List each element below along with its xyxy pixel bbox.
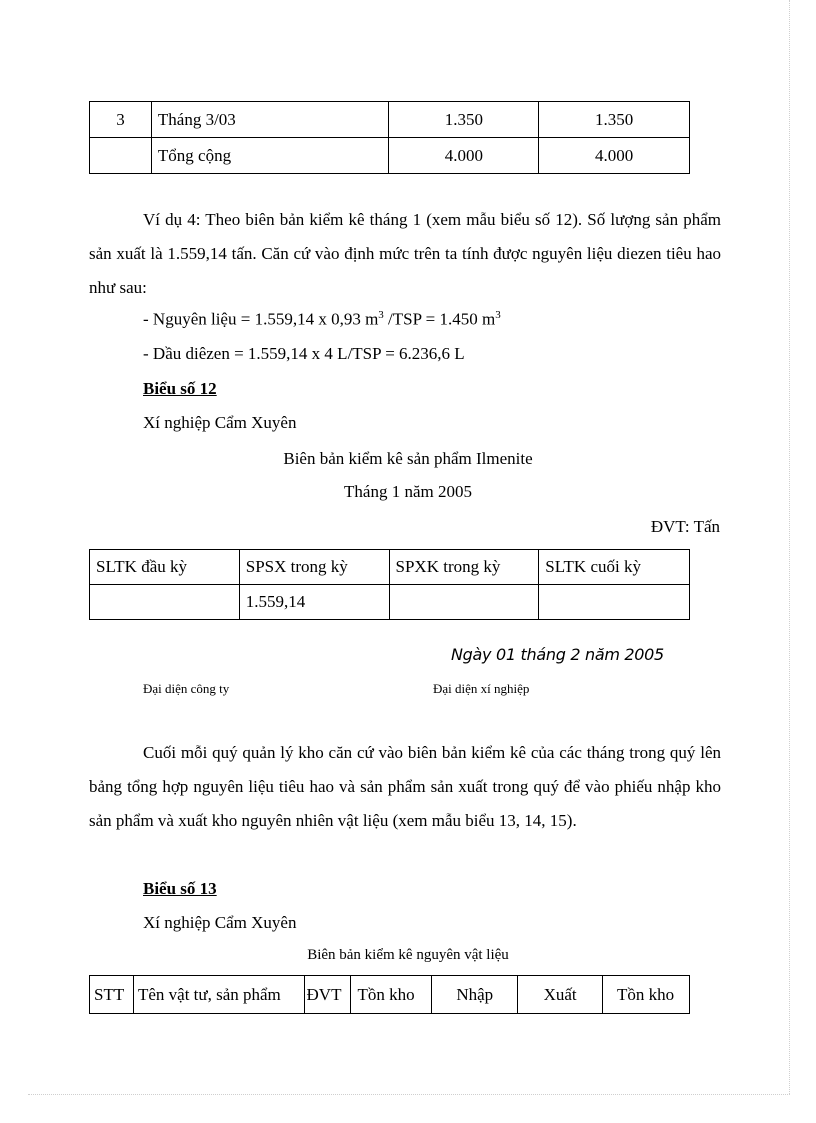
table-cell: 1.559,14 <box>239 585 389 620</box>
signature-company: Đại diện công ty <box>143 681 230 696</box>
table-cell: Tổng cộng <box>151 138 389 174</box>
table-header-cell: SPXK trong kỳ <box>389 550 539 585</box>
table-header-cell: Nhập <box>432 976 518 1014</box>
material-table <box>89 975 690 1014</box>
formula-text: /TSP = 1.450 m <box>383 309 496 329</box>
formula-line-diesel: - Dầu diêzen = 1.559,14 x 4 L/TSP = 6.236,6 L <box>143 344 465 363</box>
table-cell: 4.000 <box>539 138 690 174</box>
table-header-cell: STT <box>90 976 134 1014</box>
example-paragraph: Ví dụ 4: Theo biên bản kiểm kê tháng 1 (xem mẫu biểu số 12). Số lượng sản phẩm sản xuất là 1.559,14 tấn. Căn cứ vào định mức trên ta tính được nguyên liệu diezen tiêu hao như sau: <box>89 210 721 297</box>
table-cell: 1.350 <box>539 102 690 138</box>
inventory-table <box>89 549 690 620</box>
table-cell: 4.000 <box>389 138 539 174</box>
table-header-cell: ĐVT <box>304 976 351 1014</box>
table-cell <box>90 585 240 620</box>
table-cell: 3 <box>90 102 152 138</box>
superscript: 3 <box>495 309 501 321</box>
form12-subtitle: Tháng 1 năm 2005 <box>344 482 472 501</box>
form12-company: Xí nghiệp Cẩm Xuyên <box>143 413 297 432</box>
table-header-cell: SLTK cuối kỳ <box>539 550 690 585</box>
page-border-bottom <box>28 1094 790 1095</box>
superscript: 3 <box>378 309 384 321</box>
table-header-cell: Tồn kho <box>351 976 432 1014</box>
summary-table <box>89 101 690 174</box>
form13-title: Biên bản kiểm kê nguyên vật liệu <box>307 947 509 963</box>
table-cell <box>90 138 152 174</box>
quarter-paragraph: Cuối mỗi quý quản lý kho căn cứ vào biên bản kiểm kê của các tháng trong quý lên bảng tổng hợp nguyên liệu tiêu hao và sản phẩm sản xuất trong quý để vào phiếu nhập kho sản phẩm và xuất kho nguyên nhiên vật liệu (xem mẫu biểu 13, 14, 15). <box>89 743 721 830</box>
form12-unit: ĐVT: Tấn <box>650 517 720 536</box>
table-header-cell: Tồn kho <box>603 976 690 1014</box>
signature-date: Ngày 01 tháng 2 năm 2005 <box>451 645 664 664</box>
table-header-cell: SPSX trong kỳ <box>239 550 389 585</box>
table-cell: 1.350 <box>389 102 539 138</box>
table-header-cell: Tên vật tư, sản phẩm <box>133 976 304 1014</box>
form12-heading: Biểu số 12 <box>143 379 217 398</box>
table-header-cell: Xuất <box>518 976 603 1014</box>
table-row <box>90 138 690 174</box>
table-cell: Tháng 3/03 <box>151 102 389 138</box>
form13-heading: Biểu số 13 <box>143 879 217 898</box>
table-cell <box>539 585 690 620</box>
page-border-right <box>789 0 790 1094</box>
form12-title: Biên bản kiểm kê sản phẩm Ilmenite <box>283 449 533 468</box>
formula-line-material <box>143 309 501 330</box>
table-header-row <box>90 976 690 1014</box>
signature-enterprise: Đại diện xí nghiệp <box>433 681 530 696</box>
table-header-cell: SLTK đầu kỳ <box>90 550 240 585</box>
form13-company: Xí nghiệp Cẩm Xuyên <box>143 913 297 932</box>
formula-text: - Nguyên liệu = 1.559,14 x 0,93 m <box>143 309 379 329</box>
table-header-row <box>90 550 690 585</box>
table-row <box>90 102 690 138</box>
table-cell <box>389 585 539 620</box>
table-row <box>90 585 690 620</box>
